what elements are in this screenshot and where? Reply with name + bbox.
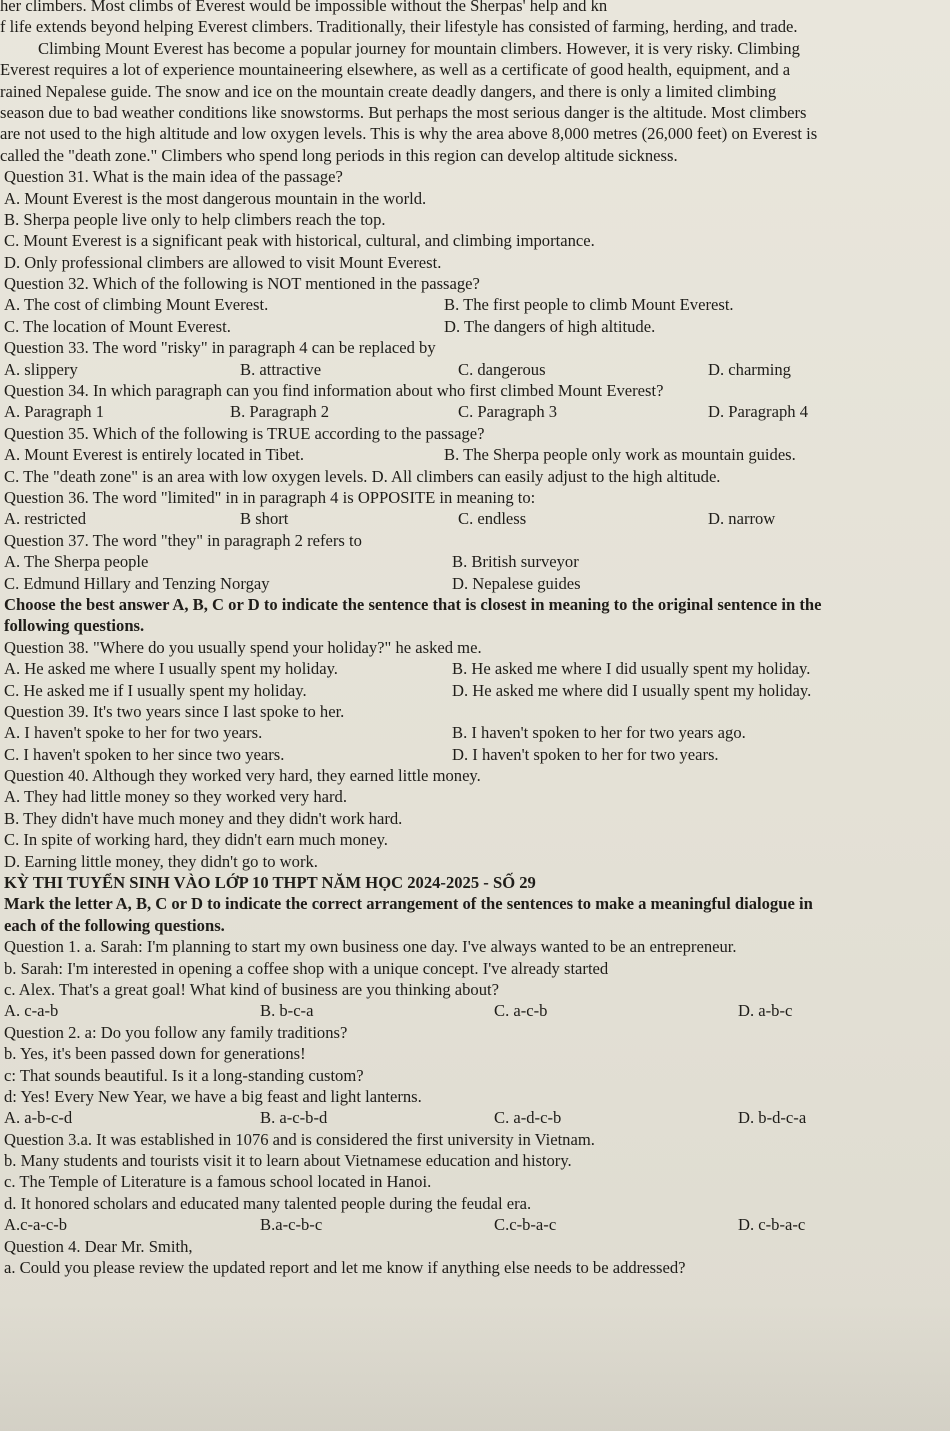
- dialogue-1-option-d: D. a-b-c: [738, 1001, 793, 1021]
- question-37-option-d: D. Nepalese guides: [452, 573, 581, 593]
- question-34-stem: Question 34. In which paragraph can you find information about who first climbed Mount Everest?: [4, 381, 664, 401]
- passage-line: season due to bad weather conditions like snowstorms. But perhaps the most serious danger is the altitude. Most climbers: [0, 102, 807, 122]
- question-37-option-b: B. British surveyor: [452, 552, 579, 572]
- question-39-option-d: D. I haven't spoken to her for two years.: [452, 744, 719, 764]
- question-37-option-c: C. Edmund Hillary and Tenzing Norgay: [4, 573, 270, 593]
- question-37-stem: Question 37. The word "they" in paragraph 2 refers to: [4, 530, 362, 550]
- section-closest-meaning-instruction: following questions.: [4, 616, 145, 636]
- question-38-option-c: C. He asked me if I usually spent my holiday.: [4, 680, 307, 700]
- question-39-option-c: C. I haven't spoken to her since two years.: [4, 744, 285, 764]
- dialogue-3-option-d: D. c-b-a-c: [738, 1215, 806, 1235]
- dialogue-2-option-c: C. a-d-c-b: [494, 1108, 562, 1128]
- question-32-stem: Question 32. Which of the following is NOT mentioned in the passage?: [4, 274, 480, 294]
- dialogue-3-line-d: d. It honored scholars and educated many talented people during the feudal era.: [4, 1193, 532, 1213]
- question-36-option-a: A. restricted: [4, 509, 87, 529]
- question-34-option-c: C. Paragraph 3: [458, 402, 558, 422]
- question-37-options-row: [0, 551, 950, 572]
- question-38-option-d: D. He asked me where did I usually spent my holiday.: [452, 680, 812, 700]
- question-40-option-d: D. Earning little money, they didn't go to work.: [4, 851, 318, 871]
- dialogue-3-options-row: [0, 1214, 950, 1235]
- question-36-options-row: [0, 508, 950, 529]
- dialogue-3-option-a: A.c-a-c-b: [4, 1215, 68, 1235]
- question-34-option-b: B. Paragraph 2: [230, 402, 330, 422]
- dialogue-3-option-c: C.c-b-a-c: [494, 1215, 557, 1235]
- dialogue-1-options-row: [0, 1000, 950, 1021]
- dialogue-3-option-b: B.a-c-b-c: [260, 1215, 323, 1235]
- question-40-option-a: A. They had little money so they worked very hard.: [4, 787, 348, 807]
- passage-line: called the "death zone." Climbers who spend long periods in this region can develop altitude sickness.: [0, 145, 678, 165]
- question-32-option-c: C. The location of Mount Everest.: [4, 316, 231, 336]
- dialogue-2-line-c: c: That sounds beautiful. Is it a long-standing custom?: [4, 1065, 364, 1085]
- question-31-option-b: B. Sherpa people live only to help climbers reach the top.: [4, 209, 386, 229]
- dialogue-1-option-a: A. c-a-b: [4, 1001, 59, 1021]
- question-40-stem: Question 40. Although they worked very hard, they earned little money.: [4, 766, 481, 786]
- question-34-option-a: A. Paragraph 1: [4, 402, 104, 422]
- question-31-option-d: D. Only professional climbers are allowed to visit Mount Everest.: [4, 252, 442, 272]
- question-31-option-a: A. Mount Everest is the most dangerous mountain in the world.: [4, 188, 427, 208]
- question-36-option-b: B short: [240, 509, 289, 529]
- section-closest-meaning-instruction: Choose the best answer A, B, C or D to indicate the sentence that is closest in meaning to the original sentence in the: [4, 594, 822, 614]
- question-38-option-b: B. He asked me where I did usually spent my holiday.: [452, 659, 811, 679]
- question-40-option-b: B. They didn't have much money and they didn't work hard.: [4, 808, 403, 828]
- question-32-option-d: D. The dangers of high altitude.: [444, 316, 656, 336]
- dialogue-1-line-c: c. Alex. That's a great goal! What kind of business are you thinking about?: [4, 979, 500, 999]
- question-37-option-a: A. The Sherpa people: [4, 552, 149, 572]
- question-37-options-row: [0, 573, 950, 594]
- question-35-options-cd: C. The "death zone" is an area with low oxygen levels. D. All climbers can easily adjust to the high altitude.: [4, 466, 721, 486]
- question-36-stem: Question 36. The word "limited" in in paragraph 4 is OPPOSITE in meaning to:: [4, 487, 536, 507]
- question-38-option-a: A. He asked me where I usually spent my holiday.: [4, 659, 338, 679]
- question-39-option-b: B. I haven't spoken to her for two years ago.: [452, 723, 746, 743]
- page-shading: [0, 1301, 950, 1431]
- question-35-option-a: A. Mount Everest is entirely located in Tibet.: [4, 445, 305, 465]
- dialogue-1-line-b: b. Sarah: I'm interested in opening a coffee shop with a unique concept. I've already started: [4, 958, 609, 978]
- dialogue-1-option-c: C. a-c-b: [494, 1001, 548, 1021]
- question-33-option-c: C. dangerous: [458, 359, 546, 379]
- dialogue-2-options-row: [0, 1107, 950, 1128]
- question-36-option-c: C. endless: [458, 509, 527, 529]
- question-32-option-b: B. The first people to climb Mount Everest.: [444, 295, 734, 315]
- section-arrangement-instruction: each of the following questions.: [4, 915, 225, 935]
- question-38-stem: Question 38. "Where do you usually spend your holiday?" he asked me.: [4, 637, 482, 657]
- dialogue-3-line-a: Question 3.a. It was established in 1076 and is considered the first university in Vietnam.: [4, 1129, 595, 1149]
- question-34-option-d: D. Paragraph 4: [708, 402, 808, 422]
- passage-line: Everest requires a lot of experience mountaineering elsewhere, as well as a certificate of good health, equipment, and a: [0, 60, 791, 80]
- question-38-options-row: [0, 658, 950, 679]
- question-35-stem: Question 35. Which of the following is TRUE according to the passage?: [4, 423, 485, 443]
- passage-line: rained Nepalese guide. The snow and ice on the mountain create deadly dangers, and there is only a limited climbing: [0, 81, 777, 101]
- dialogue-2-option-a: A. a-b-c-d: [4, 1108, 73, 1128]
- question-34-options-row: [0, 401, 950, 422]
- question-33-stem: Question 33. The word "risky" in paragraph 4 can be replaced by: [4, 338, 436, 358]
- passage-line: her climbers. Most climbs of Everest would be impossible without the Sherpas' help and kn: [0, 0, 608, 15]
- dialogue-3-line-c: c. The Temple of Literature is a famous school located in Hanoi.: [4, 1172, 432, 1192]
- question-39-stem: Question 39. It's two years since I last spoke to her.: [4, 701, 345, 721]
- question-33-option-a: A. slippery: [4, 359, 78, 379]
- dialogue-2-line-d: d: Yes! Every New Year, we have a big feast and light lanterns.: [4, 1086, 422, 1106]
- dialogue-2-option-b: B. a-c-b-d: [260, 1108, 328, 1128]
- passage-line: f life extends beyond helping Everest climbers. Traditionally, their lifestyle has consisted of farming, herding, and trade.: [0, 17, 798, 37]
- dialogue-1-option-b: B. b-c-a: [260, 1001, 314, 1021]
- question-40-option-c: C. In spite of working hard, they didn't earn much money.: [4, 830, 388, 850]
- question-39-options-row: [0, 744, 950, 765]
- passage-line: Climbing Mount Everest has become a popular journey for mountain climbers. However, it is very risky. Climbing: [38, 38, 800, 58]
- exam-heading: KỲ THI TUYỂN SINH VÀO LỚP 10 THPT NĂM HỌC 2024-2025 - SỐ 29: [4, 873, 536, 893]
- question-36-option-d: D. narrow: [708, 509, 776, 529]
- question-32-option-a: A. The cost of climbing Mount Everest.: [4, 295, 269, 315]
- question-32-options-row: [0, 316, 950, 337]
- question-39-options-row: [0, 722, 950, 743]
- question-38-options-row: [0, 680, 950, 701]
- dialogue-4-line-a: a. Could you please review the updated report and let me know if anything else needs to be addressed?: [4, 1258, 686, 1278]
- dialogue-2-option-d: D. b-d-c-a: [738, 1108, 807, 1128]
- dialogue-1-line-a: Question 1. a. Sarah: I'm planning to start my own business one day. I've always wanted to be an entrepreneur.: [4, 937, 737, 957]
- dialogue-3-line-b: b. Many students and tourists visit it to learn about Vietnamese education and history.: [4, 1151, 572, 1171]
- dialogue-2-line-b: b. Yes, it's been passed down for generations!: [4, 1044, 306, 1064]
- question-33-option-d: D. charming: [708, 359, 791, 379]
- question-35-options-row: [0, 444, 950, 465]
- passage-line: are not used to the high altitude and low oxygen levels. This is why the area above 8,000 metres (26,000 feet) on Everest is: [0, 124, 818, 144]
- question-35-option-b: B. The Sherpa people only work as mountain guides.: [444, 445, 796, 465]
- dialogue-2-line-a: Question 2. a: Do you follow any family traditions?: [4, 1022, 348, 1042]
- question-33-option-b: B. attractive: [240, 359, 322, 379]
- question-39-option-a: A. I haven't spoke to her for two years.: [4, 723, 263, 743]
- section-arrangement-instruction: Mark the letter A, B, C or D to indicate the correct arrangement of the sentences to make a meaningful dialogue in: [4, 894, 813, 914]
- question-33-options-row: [0, 359, 950, 380]
- question-31-option-c: C. Mount Everest is a significant peak with historical, cultural, and climbing importance.: [4, 231, 595, 251]
- question-32-options-row: [0, 294, 950, 315]
- dialogue-4-stem: Question 4. Dear Mr. Smith,: [4, 1236, 193, 1256]
- question-31-stem: Question 31. What is the main idea of the passage?: [4, 167, 343, 187]
